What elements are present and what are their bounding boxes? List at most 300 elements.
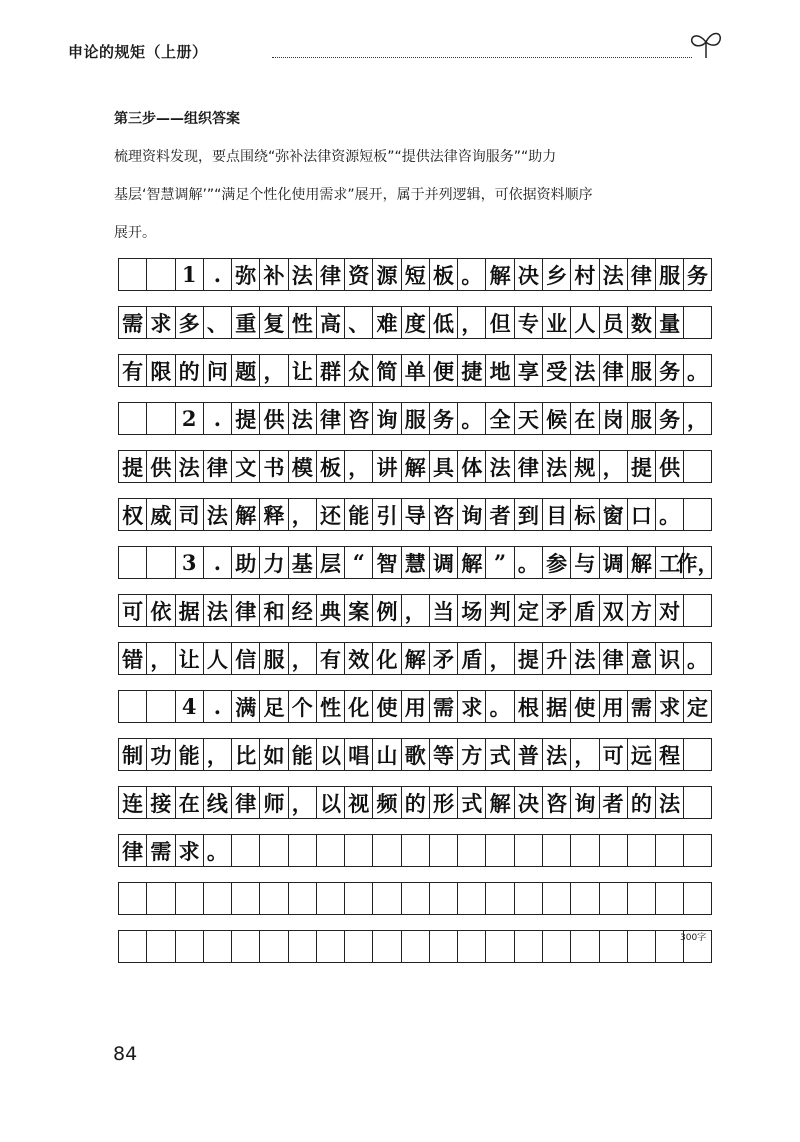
grid-cell (316, 930, 344, 963)
grid-cell: 求 (457, 690, 485, 723)
grid-cell: 求 (175, 834, 203, 867)
grid-cell: 释 (259, 498, 287, 531)
grid-cell: 有 (118, 354, 146, 387)
grid-cell (627, 930, 655, 963)
grid-cell: 性 (288, 306, 316, 339)
grid-cell: 能 (175, 738, 203, 771)
grid-cell: 。 (655, 498, 683, 531)
grid-cell: 咨 (429, 498, 457, 531)
grid-cell: 法 (570, 642, 598, 675)
grid-cell (316, 882, 344, 915)
grid-cell: . (203, 690, 231, 723)
grid-cell (514, 834, 542, 867)
grid-cell: ， (203, 738, 231, 771)
grid-cell: 单 (401, 354, 429, 387)
grid-cell: 调 (429, 546, 457, 579)
grid-cell: 如 (259, 738, 287, 771)
grid-cell: 以 (316, 786, 344, 819)
grid-cell: 量 (655, 306, 683, 339)
grid-cell: 板 (316, 450, 344, 483)
grid-cell: 。 (514, 546, 542, 579)
grid-cell: 解 (627, 546, 655, 579)
grid-cell (316, 834, 344, 867)
grid-cell (627, 882, 655, 915)
grid-cell: 经 (288, 594, 316, 627)
grid-cell (683, 786, 711, 819)
grid-cell: 受 (542, 354, 570, 387)
grid-cell: 视 (344, 786, 372, 819)
grid-cell (146, 402, 174, 435)
answer-grid-row (118, 786, 712, 820)
grid-cell: 根 (514, 690, 542, 723)
grid-cell: 需 (118, 306, 146, 339)
grid-cell (259, 930, 287, 963)
grid-cell: 补 (259, 258, 287, 291)
grid-cell: 员 (599, 306, 627, 339)
grid-cell: 口 (627, 498, 655, 531)
grid-cell: ， (570, 738, 598, 771)
grid-cell: 盾 (457, 642, 485, 675)
grid-cell: 资 (344, 258, 372, 291)
grid-cell: 解 (457, 546, 485, 579)
grid-cell: 4 (175, 690, 203, 723)
grid-cell: 典 (316, 594, 344, 627)
grid-cell (231, 882, 259, 915)
grid-cell: 的 (175, 354, 203, 387)
grid-cell (146, 930, 174, 963)
grid-cell: 当 (429, 594, 457, 627)
grid-cell: 地 (485, 354, 513, 387)
grid-cell: ， (146, 642, 174, 675)
grid-cell: 双 (599, 594, 627, 627)
answer-grid-row (118, 690, 712, 724)
grid-cell: 信 (231, 642, 259, 675)
grid-cell: 询 (570, 786, 598, 819)
grid-cell (372, 834, 400, 867)
header-rule (272, 57, 692, 58)
grid-cell: 文 (231, 450, 259, 483)
grid-cell (401, 834, 429, 867)
grid-cell: 层 (316, 546, 344, 579)
grid-cell (683, 306, 711, 339)
grid-cell (146, 690, 174, 723)
grid-cell: 具 (429, 450, 457, 483)
grid-cell: 、 (203, 306, 231, 339)
grid-cell: 咨 (542, 786, 570, 819)
grid-cell (655, 882, 683, 915)
answer-grid-row (118, 306, 712, 340)
grid-cell: 法 (175, 450, 203, 483)
grid-cell: 业 (542, 306, 570, 339)
grid-cell: 律 (118, 834, 146, 867)
grid-cell: 高 (316, 306, 344, 339)
grid-cell: 低 (429, 306, 457, 339)
grid-cell: 供 (655, 450, 683, 483)
grid-cell: ， (288, 498, 316, 531)
grid-cell: 法 (203, 594, 231, 627)
grid-cell: 到 (514, 498, 542, 531)
grid-cell (683, 882, 711, 915)
grid-cell: 力 (259, 546, 287, 579)
grid-cell: 法 (542, 738, 570, 771)
grid-cell: 众 (344, 354, 372, 387)
section-title: 第三步——组织答案 (114, 111, 240, 127)
grid-cell: 律 (231, 594, 259, 627)
grid-cell: 法 (288, 402, 316, 435)
grid-cell: 人 (570, 306, 598, 339)
intro-line-1: 梳理资料发现，要点围绕“弥补法律资源短板”“提供法律咨询服务”“助力 (114, 149, 557, 165)
grid-cell: 能 (288, 738, 316, 771)
grid-cell: 普 (514, 738, 542, 771)
grid-cell (203, 882, 231, 915)
grid-cell: 个 (288, 690, 316, 723)
grid-cell: 比 (231, 738, 259, 771)
grid-cell: 源 (372, 258, 400, 291)
grid-cell (175, 882, 203, 915)
grid-cell: ， (401, 594, 429, 627)
grid-cell (570, 930, 598, 963)
grid-cell: 求 (655, 690, 683, 723)
grid-cell: 升 (542, 642, 570, 675)
grid-cell: 书 (259, 450, 287, 483)
grid-cell: 化 (344, 690, 372, 723)
grid-cell: 便 (429, 354, 457, 387)
grid-cell: 唱 (344, 738, 372, 771)
answer-grid-row (118, 546, 719, 580)
answer-grid-row (118, 882, 712, 916)
grid-cell: 歌 (401, 738, 429, 771)
grid-cell (570, 834, 598, 867)
grid-cell: 法 (288, 258, 316, 291)
grid-cell: 简 (372, 354, 400, 387)
grid-cell: 方 (627, 594, 655, 627)
grid-cell (146, 546, 174, 579)
grid-cell: 足 (259, 690, 287, 723)
grid-cell: 在 (175, 786, 203, 819)
grid-cell: 律 (203, 450, 231, 483)
grid-cell (485, 882, 513, 915)
grid-cell: 以 (316, 738, 344, 771)
grid-cell: 用 (401, 690, 429, 723)
grid-cell: 2 (175, 402, 203, 435)
grid-cell: 提 (514, 642, 542, 675)
grid-cell: 全 (485, 402, 513, 435)
grid-cell (118, 930, 146, 963)
grid-cell: 据 (542, 690, 570, 723)
grid-cell (344, 882, 372, 915)
grid-cell: 可 (599, 738, 627, 771)
grid-cell: 解 (231, 498, 259, 531)
grid-cell: 的 (627, 786, 655, 819)
intro-line-2: 基层‘智慧调解’”“满足个性化使用需求”展开，属于并列逻辑，可依据资料顺序 (114, 187, 593, 203)
answer-grid-row (118, 594, 712, 628)
grid-cell: 弥 (231, 258, 259, 291)
grid-cell: 盾 (570, 594, 598, 627)
grid-cell: 。 (683, 642, 711, 675)
answer-grid-row (118, 834, 712, 868)
grid-cell: 岗 (599, 402, 627, 435)
grid-cell: 判 (485, 594, 513, 627)
grid-cell: 1 (175, 258, 203, 291)
grid-cell: 群 (316, 354, 344, 387)
grid-cell: 问 (203, 354, 231, 387)
grid-cell: 司 (175, 498, 203, 531)
answer-grid-row (118, 642, 712, 676)
grid-cell: ， (259, 354, 287, 387)
grid-cell (401, 930, 429, 963)
grid-cell: 错 (118, 642, 146, 675)
grid-cell (429, 834, 457, 867)
page-number: 84 (113, 1043, 138, 1065)
grid-cell (118, 690, 146, 723)
grid-cell (542, 930, 570, 963)
intro-line-3: 展开。 (114, 225, 156, 241)
answer-grid-row (118, 738, 712, 772)
grid-cell (683, 594, 711, 627)
grid-cell (372, 882, 400, 915)
grid-cell (683, 834, 711, 867)
grid-cell: 多 (175, 306, 203, 339)
grid-cell (514, 930, 542, 963)
grid-cell: 案 (344, 594, 372, 627)
answer-grid-row (118, 258, 712, 292)
grid-cell: 式 (485, 738, 513, 771)
grid-cell: “ (344, 546, 372, 579)
grid-cell (231, 930, 259, 963)
grid-cell: 提 (627, 450, 655, 483)
grid-cell: 体 (457, 450, 485, 483)
grid-cell: 窗 (599, 498, 627, 531)
grid-cell: 乡 (542, 258, 570, 291)
grid-cell: 需 (146, 834, 174, 867)
grid-cell (457, 930, 485, 963)
grid-cell: 重 (231, 306, 259, 339)
grid-cell: 制 (118, 738, 146, 771)
grid-cell: 程 (655, 738, 683, 771)
grid-cell: 度 (401, 306, 429, 339)
grid-cell (203, 930, 231, 963)
grid-cell (627, 834, 655, 867)
grid-cell: 有 (316, 642, 344, 675)
grid-cell: 。 (203, 834, 231, 867)
grid-cell: 决 (514, 786, 542, 819)
grid-cell: 提 (118, 450, 146, 483)
grid-cell: 服 (259, 642, 287, 675)
grid-cell: 满 (231, 690, 259, 723)
grid-cell (570, 882, 598, 915)
grid-cell (146, 882, 174, 915)
grid-cell: 式 (457, 786, 485, 819)
grid-cell: 务 (655, 354, 683, 387)
grid-cell: 化 (372, 642, 400, 675)
grid-cell: 服 (627, 402, 655, 435)
grid-cell: 矛 (542, 594, 570, 627)
answer-grid-row (118, 930, 712, 964)
grid-cell: 板 (429, 258, 457, 291)
grid-cell: 解 (401, 642, 429, 675)
grid-cell: 参 (542, 546, 570, 579)
grid-cell: 求 (146, 306, 174, 339)
grid-cell: 助 (231, 546, 259, 579)
grid-cell (542, 882, 570, 915)
grid-cell: 复 (259, 306, 287, 339)
grid-cell: 意 (627, 642, 655, 675)
grid-cell: 提 (231, 402, 259, 435)
grid-cell: 需 (627, 690, 655, 723)
grid-cell: 讲 (372, 450, 400, 483)
grid-cell: 供 (146, 450, 174, 483)
grid-cell: 数 (627, 306, 655, 339)
grid-cell: 法 (599, 258, 627, 291)
grid-cell: 依 (146, 594, 174, 627)
grid-cell: 定 (683, 690, 711, 723)
grid-cell: 引 (372, 498, 400, 531)
grid-cell: 能 (344, 498, 372, 531)
grid-cell (429, 930, 457, 963)
grid-cell: 形 (429, 786, 457, 819)
grid-cell (683, 450, 711, 483)
grid-cell: . (203, 402, 231, 435)
grid-cell: 智 (372, 546, 400, 579)
grid-cell: 接 (146, 786, 174, 819)
grid-cell: 识 (655, 642, 683, 675)
grid-cell: . (203, 546, 231, 579)
grid-cell: 权 (118, 498, 146, 531)
sprout-icon (686, 28, 726, 60)
grid-cell: 例 (372, 594, 400, 627)
grid-cell: 定 (514, 594, 542, 627)
book-title: 申论的规矩（上册） (68, 43, 208, 61)
grid-cell: 专 (514, 306, 542, 339)
grid-cell: ， (599, 450, 627, 483)
grid-cell: 与 (570, 546, 598, 579)
grid-cell: 据 (175, 594, 203, 627)
grid-cell: 威 (146, 498, 174, 531)
grid-cell: 村 (570, 258, 598, 291)
answer-grid-row (118, 402, 712, 436)
grid-cell: 慧 (401, 546, 429, 579)
grid-cell: 询 (457, 498, 485, 531)
grid-cell: 用 (599, 690, 627, 723)
grid-cell: 服 (655, 258, 683, 291)
grid-cell (457, 882, 485, 915)
grid-cell: 题 (231, 354, 259, 387)
grid-cell: . (203, 258, 231, 291)
grid-cell (655, 834, 683, 867)
grid-cell (146, 258, 174, 291)
grid-cell: ” (485, 546, 513, 579)
grid-cell: 模 (288, 450, 316, 483)
grid-cell (485, 834, 513, 867)
grid-cell: 作， (683, 546, 711, 579)
grid-cell: 捷 (457, 354, 485, 387)
grid-cell: 矛 (429, 642, 457, 675)
grid-cell (599, 930, 627, 963)
grid-cell: 供 (259, 402, 287, 435)
grid-cell: 务 (655, 402, 683, 435)
grid-cell: 方 (457, 738, 485, 771)
grid-cell: 性 (316, 690, 344, 723)
grid-cell (683, 498, 711, 531)
grid-cell (118, 882, 146, 915)
grid-cell: 法 (542, 450, 570, 483)
grid-cell: 法 (485, 450, 513, 483)
grid-cell: 。 (457, 258, 485, 291)
grid-cell: 。 (683, 354, 711, 387)
grid-cell: 工 (655, 546, 683, 579)
answer-grid-row (118, 450, 712, 484)
grid-cell: ， (344, 450, 372, 483)
grid-cell (118, 258, 146, 291)
grid-cell: 效 (344, 642, 372, 675)
grid-cell: 咨 (344, 402, 372, 435)
grid-cell: 律 (514, 450, 542, 483)
grid-cell (175, 930, 203, 963)
grid-cell (514, 882, 542, 915)
grid-cell: 标 (570, 498, 598, 531)
grid-cell: 和 (259, 594, 287, 627)
grid-cell (485, 930, 513, 963)
grid-cell (118, 402, 146, 435)
grid-cell: 律 (599, 642, 627, 675)
grid-cell: 者 (485, 498, 513, 531)
grid-cell: 法 (570, 354, 598, 387)
grid-cell: 解 (485, 786, 513, 819)
grid-cell: 务 (683, 258, 711, 291)
grid-cell: 可 (118, 594, 146, 627)
grid-cell: ， (288, 642, 316, 675)
grid-cell: 规 (570, 450, 598, 483)
grid-cell: 短 (401, 258, 429, 291)
grid-cell (457, 834, 485, 867)
grid-cell: 律 (627, 258, 655, 291)
grid-cell (683, 738, 711, 771)
grid-cell: 等 (429, 738, 457, 771)
grid-cell: 需 (429, 690, 457, 723)
grid-cell (372, 930, 400, 963)
grid-cell: 务 (429, 402, 457, 435)
grid-cell: 但 (485, 306, 513, 339)
answer-grid-row (118, 498, 712, 532)
grid-cell (231, 834, 259, 867)
grid-cell: 让 (175, 642, 203, 675)
grid-cell: 律 (231, 786, 259, 819)
grid-cell: 对 (655, 594, 683, 627)
grid-cell: 法 (655, 786, 683, 819)
grid-cell: 。 (457, 402, 485, 435)
grid-cell: 频 (372, 786, 400, 819)
grid-cell: 目 (542, 498, 570, 531)
grid-cell: 人 (203, 642, 231, 675)
grid-cell (118, 546, 146, 579)
grid-cell: 让 (288, 354, 316, 387)
grid-cell: 解 (401, 450, 429, 483)
grid-cell: 。 (485, 690, 513, 723)
grid-cell: 远 (627, 738, 655, 771)
grid-cell: 还 (316, 498, 344, 531)
grid-cell: 候 (542, 402, 570, 435)
grid-cell (344, 930, 372, 963)
grid-cell: 天 (514, 402, 542, 435)
grid-cell (542, 834, 570, 867)
grid-cell: 法 (203, 498, 231, 531)
grid-cell: 的 (401, 786, 429, 819)
grid-cell: 线 (203, 786, 231, 819)
grid-cell: ， (457, 306, 485, 339)
grid-cell: 连 (118, 786, 146, 819)
word-count-label: 300字 (680, 933, 707, 943)
grid-cell: 律 (316, 402, 344, 435)
